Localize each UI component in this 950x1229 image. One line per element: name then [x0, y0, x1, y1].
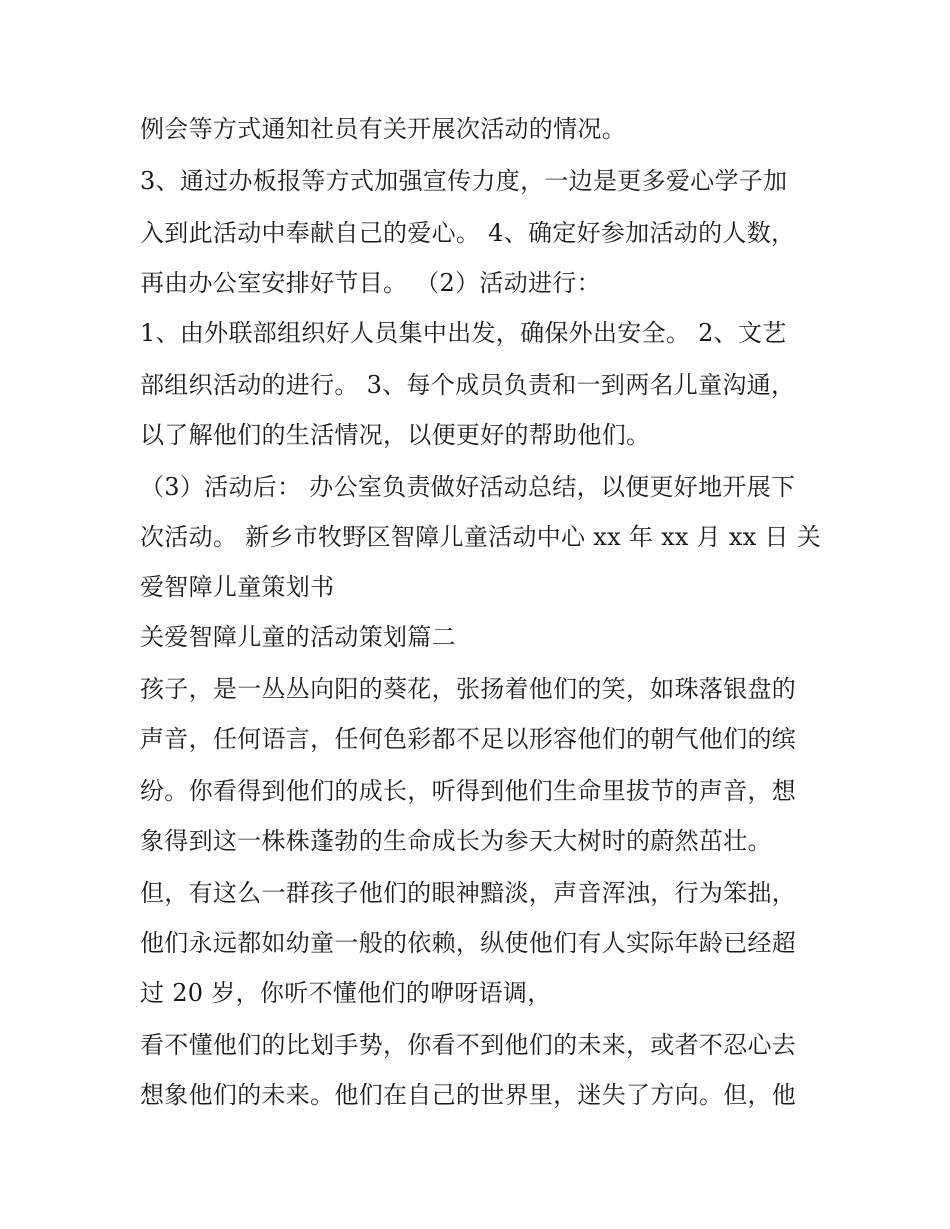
text-line: 过 20 岁，你听不懂他们的咿呀语调， — [140, 979, 552, 1007]
text-line: 纷。你看得到他们的成长，听得到他们生命里拔节的声音，想 — [140, 777, 797, 805]
text-line: 爱智障儿童策划书 — [140, 573, 335, 601]
text-line: 例会等方式通知社员有关开展次活动的情况。 — [140, 115, 626, 143]
text-line: 部组织活动的进行。 3、每个成员负责和一到两名儿童沟通， — [140, 371, 796, 399]
text-line: 孩子，是一丛丛向阳的葵花，张扬着他们的笑，如珠落银盘的 — [140, 675, 797, 703]
text-line: 入到此活动中奉献自己的爱心。 4、确定好参加活动的人数， — [140, 219, 796, 247]
text-line: 3、通过办板报等方式加强宣传力度，一边是更多爱心学子加 — [140, 167, 788, 195]
text-line: 声音，任何语言，任何色彩都不足以形容他们的朝气他们的缤 — [140, 725, 797, 753]
text-line: （3）活动后： 办公室负责做好活动总结，以便更好地开展下 — [140, 473, 796, 501]
text-line: 再由办公室安排好节目。 （2）活动进行： — [140, 269, 601, 297]
section-heading: 关爱智障儿童的活动策划篇二 — [140, 623, 456, 651]
text-line: 象得到这一株株蓬勃的生命成长为参天大树时的蔚然茁壮。 — [140, 827, 772, 855]
text-line: 看不懂他们的比划手势，你看不到他们的未来，或者不忍心去 — [140, 1031, 797, 1059]
text-line: 想象他们的未来。他们在自己的世界里，迷失了方向。但，他 — [140, 1081, 797, 1109]
text-line: 次活动。 新乡市牧野区智障儿童活动中心 xx 年 xx 月 xx 日 关 — [140, 523, 822, 551]
text-line: 1、由外联部组织好人员集中出发，确保外出安全。 2、文艺 — [140, 319, 787, 347]
text-line: 但，有这么一群孩子他们的眼神黯淡，声音浑浊，行为笨拙， — [140, 879, 797, 907]
text-line: 以了解他们的生活情况，以便更好的帮助他们。 — [140, 421, 651, 449]
text-line: 他们永远都如幼童一般的依赖，纵使他们有人实际年龄已经超 — [140, 929, 797, 957]
